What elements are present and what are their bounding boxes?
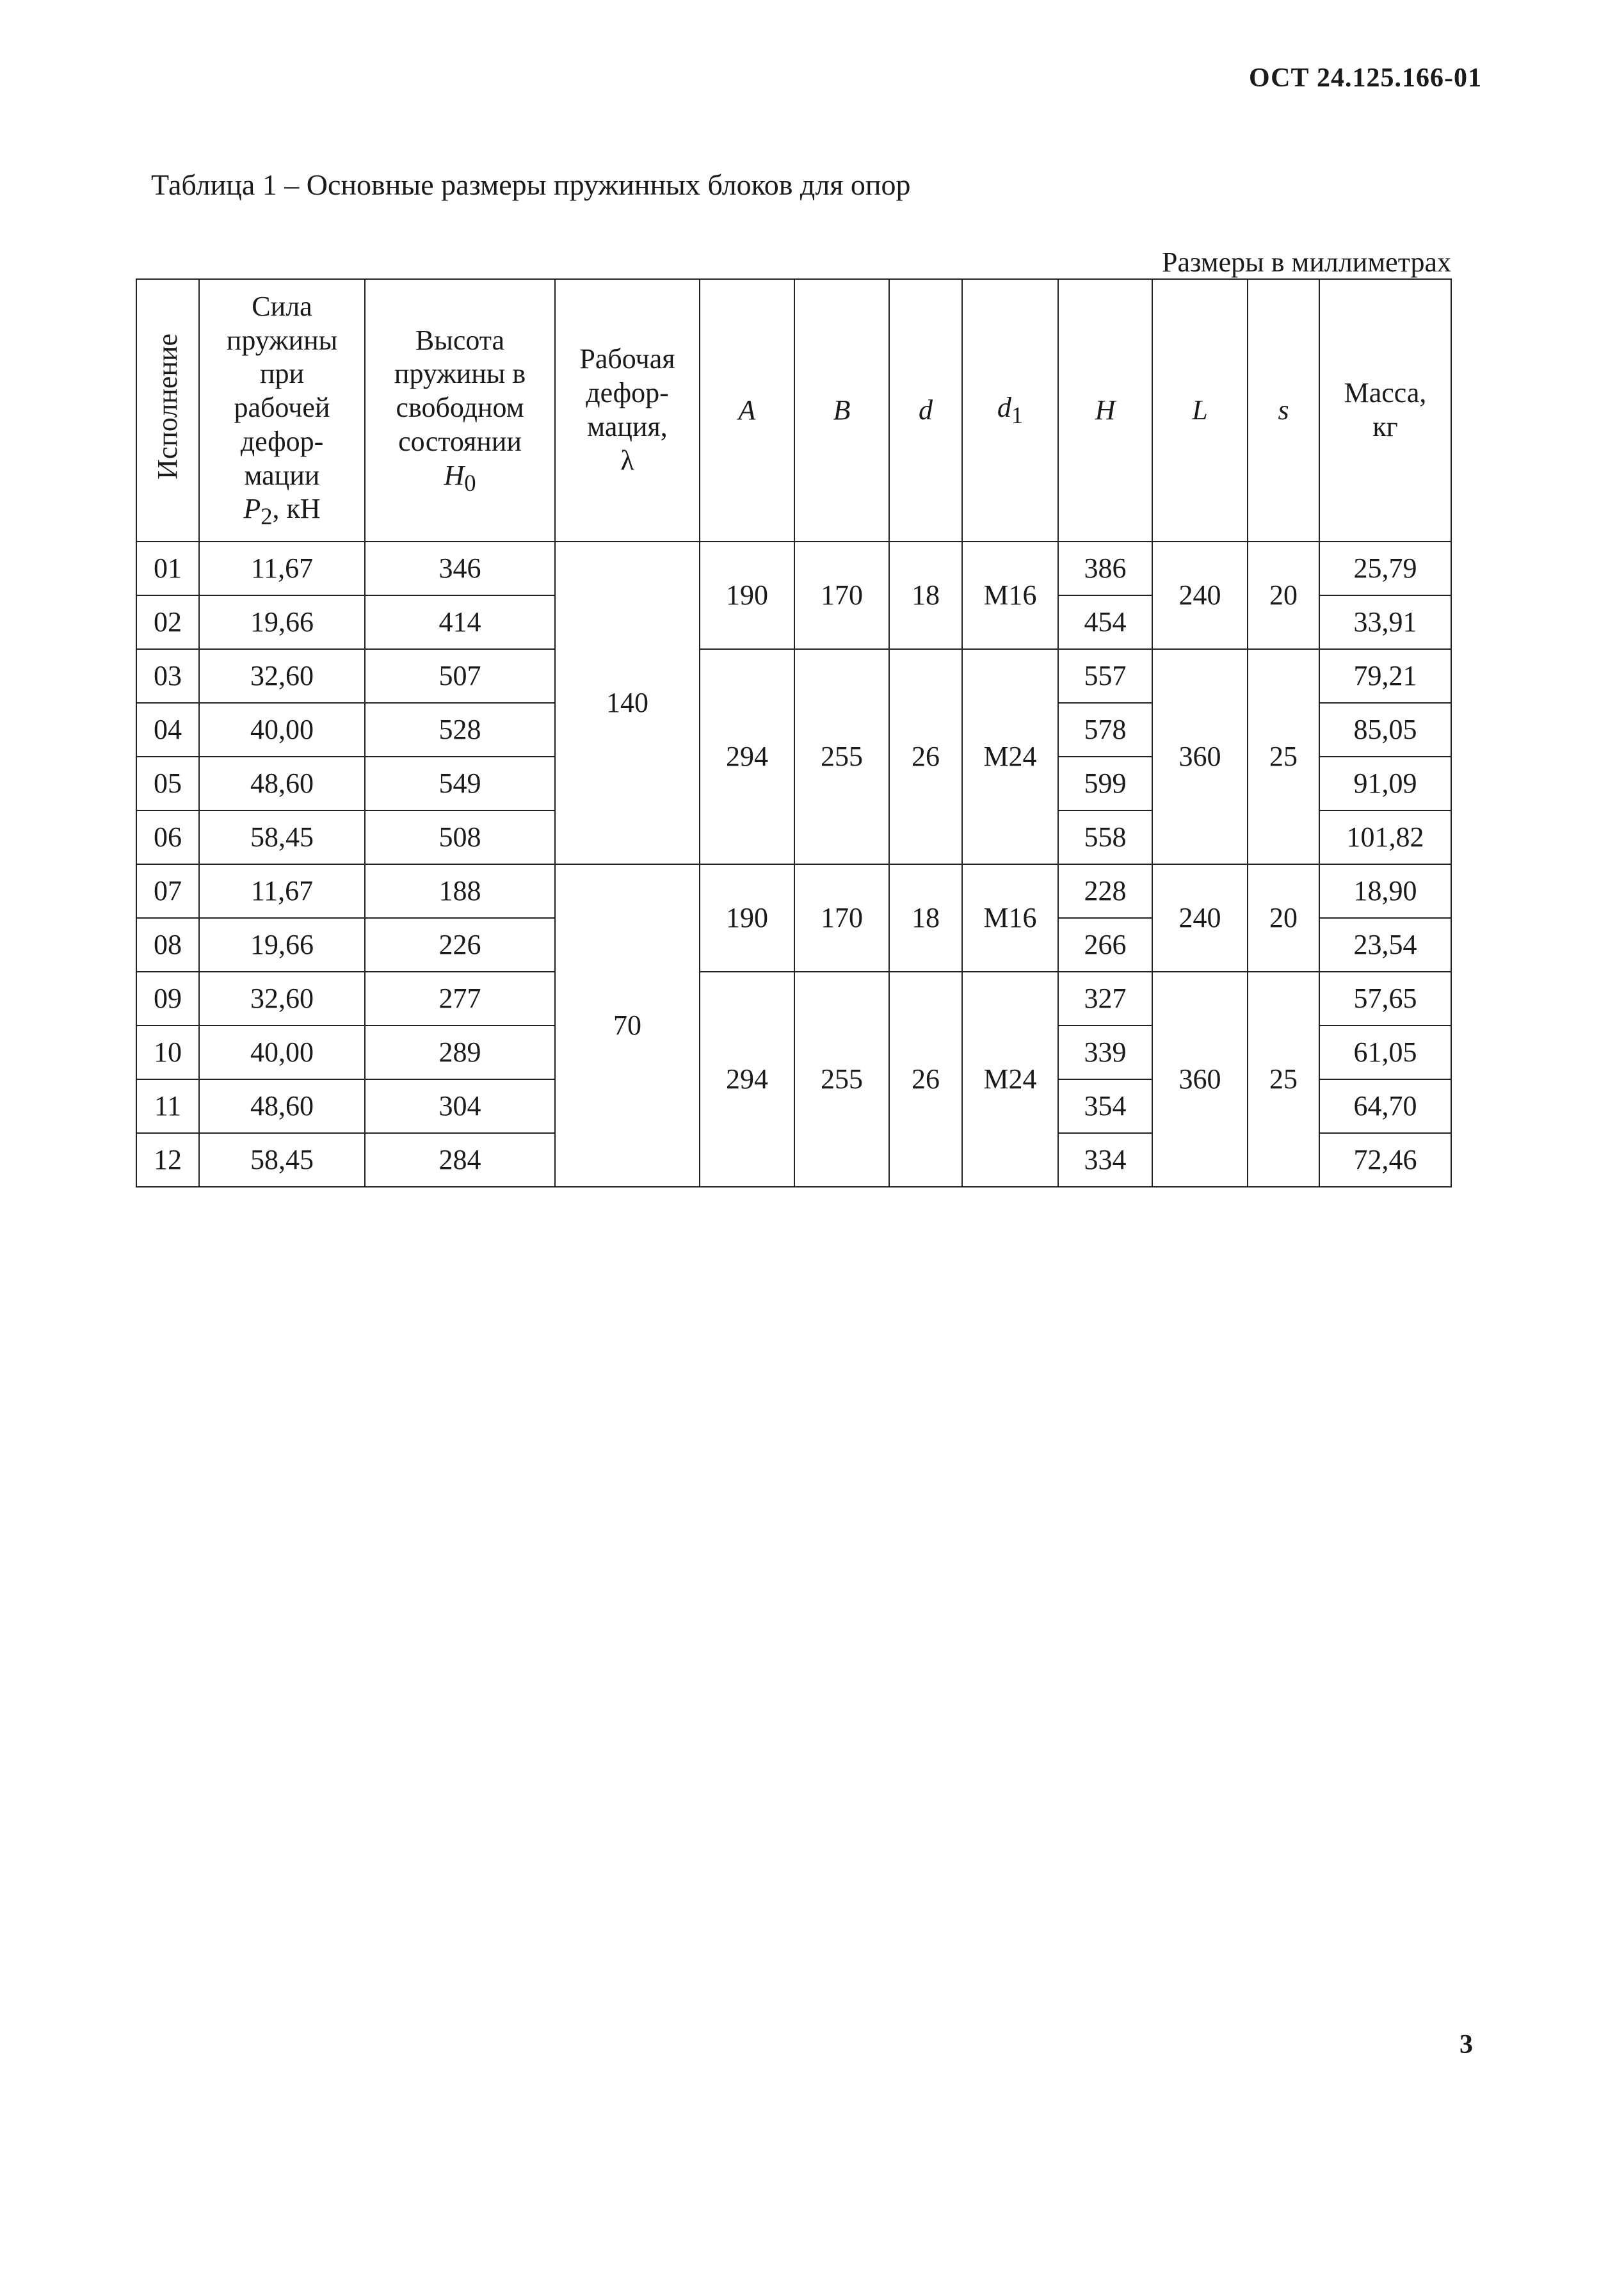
d1-subscript: 1 xyxy=(1011,401,1024,428)
table-header-row xyxy=(136,279,1451,542)
cell-b: 170 xyxy=(794,542,889,649)
cell-version: 07 xyxy=(136,864,199,918)
table-row xyxy=(136,542,1451,595)
units-note: Размеры в миллиметрах xyxy=(1162,246,1451,278)
cell-force: 32,60 xyxy=(199,972,365,1026)
cell-height: 284 xyxy=(365,1133,555,1187)
cell-version: 12 xyxy=(136,1133,199,1187)
cell-version: 03 xyxy=(136,649,199,703)
header-h: H xyxy=(1058,279,1152,542)
cell-h: 354 xyxy=(1058,1079,1152,1133)
cell-force: 58,45 xyxy=(199,1133,365,1187)
table-row xyxy=(136,972,1451,1026)
cell-d: 26 xyxy=(889,972,962,1187)
cell-version: 08 xyxy=(136,918,199,972)
d1-symbol: d xyxy=(997,392,1011,424)
header-s: s xyxy=(1248,279,1319,542)
header-height-line: пружины в xyxy=(394,358,526,390)
table-caption: Таблица 1 – Основные размеры пружинных блоков для опор xyxy=(151,168,911,201)
cell-b: 170 xyxy=(794,864,889,972)
cell-version: 09 xyxy=(136,972,199,1026)
header-force-line: Сила xyxy=(252,290,312,322)
cell-s: 25 xyxy=(1248,649,1319,864)
cell-d1: M24 xyxy=(962,649,1058,864)
header-mass xyxy=(1319,279,1451,542)
header-d1 xyxy=(962,279,1058,542)
table-row xyxy=(136,864,1451,918)
cell-mass: 18,90 xyxy=(1319,864,1451,918)
header-height-line: состоянии xyxy=(398,425,522,457)
header-height-line: Высота xyxy=(415,324,505,356)
cell-mass: 85,05 xyxy=(1319,703,1451,757)
cell-l: 240 xyxy=(1152,864,1248,972)
cell-force: 11,67 xyxy=(199,864,365,918)
cell-version: 11 xyxy=(136,1079,199,1133)
cell-version: 06 xyxy=(136,810,199,864)
header-force-line: мации xyxy=(244,459,320,491)
cell-version: 04 xyxy=(136,703,199,757)
cell-l: 360 xyxy=(1152,972,1248,1187)
header-mass-line: кг xyxy=(1372,411,1398,442)
height-symbol: H xyxy=(444,459,465,491)
cell-height: 507 xyxy=(365,649,555,703)
cell-version: 02 xyxy=(136,595,199,649)
cell-height: 226 xyxy=(365,918,555,972)
cell-d1: M16 xyxy=(962,864,1058,972)
header-deformation-line: мация, xyxy=(587,411,668,442)
cell-mass: 91,09 xyxy=(1319,757,1451,810)
cell-a: 190 xyxy=(700,864,794,972)
cell-h: 228 xyxy=(1058,864,1152,918)
cell-mass: 23,54 xyxy=(1319,918,1451,972)
header-deformation xyxy=(555,279,700,542)
cell-mass: 57,65 xyxy=(1319,972,1451,1026)
header-d: d xyxy=(889,279,962,542)
cell-height: 289 xyxy=(365,1026,555,1079)
cell-h: 454 xyxy=(1058,595,1152,649)
cell-force: 19,66 xyxy=(199,918,365,972)
cell-d1: M16 xyxy=(962,542,1058,649)
cell-height: 508 xyxy=(365,810,555,864)
header-deformation-line: Рабочая xyxy=(579,343,675,375)
cell-mass: 25,79 xyxy=(1319,542,1451,595)
cell-d1: M24 xyxy=(962,972,1058,1187)
spring-block-dimensions-table xyxy=(136,278,1452,1187)
header-height-line: свободном xyxy=(396,392,524,424)
header-a: A xyxy=(700,279,794,542)
cell-height: 528 xyxy=(365,703,555,757)
cell-mass: 72,46 xyxy=(1319,1133,1451,1187)
cell-l: 360 xyxy=(1152,649,1248,864)
header-height-symbol-line xyxy=(366,459,554,497)
cell-height: 549 xyxy=(365,757,555,810)
cell-h: 266 xyxy=(1058,918,1152,972)
cell-d: 26 xyxy=(889,649,962,864)
header-force-line: рабочей xyxy=(234,392,330,424)
cell-version: 10 xyxy=(136,1026,199,1079)
cell-mass: 33,91 xyxy=(1319,595,1451,649)
cell-a: 294 xyxy=(700,649,794,864)
cell-s: 20 xyxy=(1248,864,1319,972)
cell-s: 20 xyxy=(1248,542,1319,649)
header-version xyxy=(136,279,199,542)
table-row xyxy=(136,649,1451,703)
force-unit: , кН xyxy=(272,493,321,525)
cell-mass: 101,82 xyxy=(1319,810,1451,864)
cell-h: 334 xyxy=(1058,1133,1152,1187)
page-number: 3 xyxy=(1459,2030,1473,2059)
header-force-line: при xyxy=(259,358,305,390)
force-symbol: P xyxy=(243,493,261,525)
header-height xyxy=(365,279,555,542)
cell-d: 18 xyxy=(889,542,962,649)
cell-force: 19,66 xyxy=(199,595,365,649)
document-code: ОСТ 24.125.166-01 xyxy=(1248,63,1482,93)
cell-s: 25 xyxy=(1248,972,1319,1187)
cell-b: 255 xyxy=(794,972,889,1187)
cell-force: 40,00 xyxy=(199,1026,365,1079)
cell-height: 414 xyxy=(365,595,555,649)
cell-mass: 64,70 xyxy=(1319,1079,1451,1133)
cell-version: 05 xyxy=(136,757,199,810)
cell-height: 304 xyxy=(365,1079,555,1133)
cell-deformation: 140 xyxy=(555,542,700,864)
cell-deformation: 70 xyxy=(555,864,700,1187)
force-subscript: 2 xyxy=(261,503,273,530)
header-force-symbol-line xyxy=(200,492,364,531)
cell-h: 327 xyxy=(1058,972,1152,1026)
cell-h: 578 xyxy=(1058,703,1152,757)
cell-force: 48,60 xyxy=(199,1079,365,1133)
cell-h: 557 xyxy=(1058,649,1152,703)
cell-height: 188 xyxy=(365,864,555,918)
cell-height: 277 xyxy=(365,972,555,1026)
cell-h: 339 xyxy=(1058,1026,1152,1079)
cell-a: 190 xyxy=(700,542,794,649)
cell-force: 32,60 xyxy=(199,649,365,703)
cell-height: 346 xyxy=(365,542,555,595)
header-l: L xyxy=(1152,279,1248,542)
header-b: B xyxy=(794,279,889,542)
height-subscript: 0 xyxy=(464,469,476,496)
header-deformation-line: дефор- xyxy=(586,377,669,409)
cell-version: 01 xyxy=(136,542,199,595)
cell-d: 18 xyxy=(889,864,962,972)
cell-force: 40,00 xyxy=(199,703,365,757)
cell-force: 48,60 xyxy=(199,757,365,810)
header-version-label: Исполнение xyxy=(151,333,183,479)
cell-l: 240 xyxy=(1152,542,1248,649)
cell-h: 558 xyxy=(1058,810,1152,864)
header-force xyxy=(199,279,365,542)
cell-mass: 61,05 xyxy=(1319,1026,1451,1079)
header-mass-line: Масса, xyxy=(1344,377,1427,409)
cell-h: 599 xyxy=(1058,757,1152,810)
cell-force: 11,67 xyxy=(199,542,365,595)
cell-h: 386 xyxy=(1058,542,1152,595)
cell-b: 255 xyxy=(794,649,889,864)
header-force-line: дефор- xyxy=(240,425,324,457)
cell-a: 294 xyxy=(700,972,794,1187)
header-deformation-line: λ xyxy=(620,444,634,476)
header-force-line: пружины xyxy=(226,324,338,356)
cell-force: 58,45 xyxy=(199,810,365,864)
cell-mass: 79,21 xyxy=(1319,649,1451,703)
